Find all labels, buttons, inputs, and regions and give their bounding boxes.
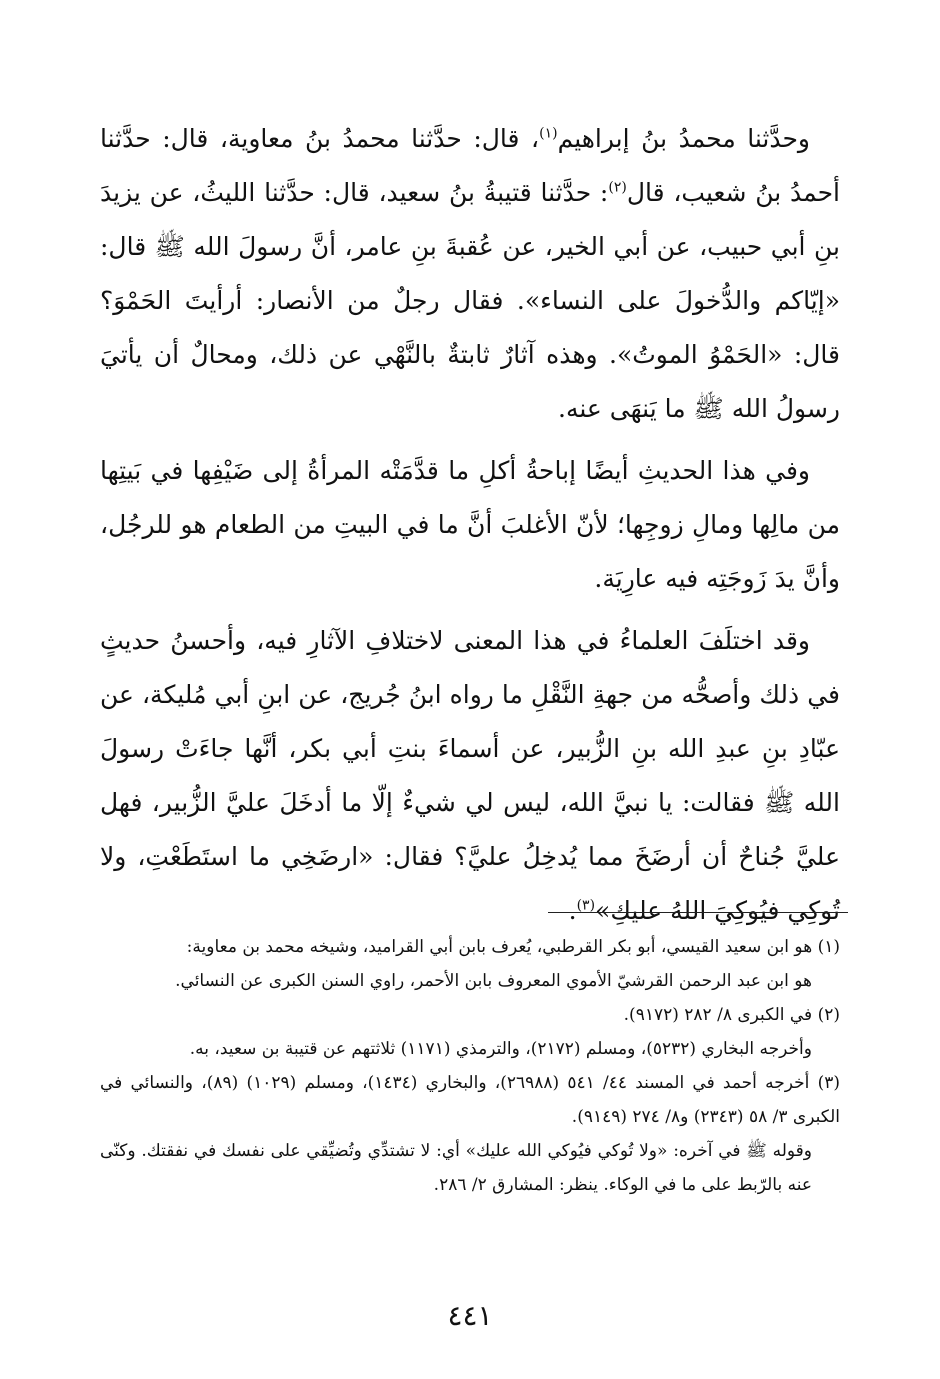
footnote-ref-1: (١)	[539, 125, 558, 142]
footnote-1-line-1: (١) هو ابن سعيد القيسي، أبو بكر القرطبي، يُعرف بابن أبي القراميد، وشيخه محمد بن معاوية:	[186, 937, 840, 957]
paragraph-1-part-c: : حدَّثنا قتيبةُ بنُ سعيد، قال: حدَّثنا الليثُ، عن يزيدَ بنِ أبي حبيب، عن أبي الخير، عن عُقبةَ بنِ عامر، أنَّ رسولَ الله ﷺ قال: «إيّاكم والدُّخولَ على النساء». فقال رجلٌ من الأنصار: أرأيتَ الحَمْوَ؟ قال: «الحَمْوُ الموتُ». وهذه آثارٌ ثابتةٌ بالنَّهْي عن ذلك، ومحالٌ أن يأتيَ رسولُ الله ﷺ ما يَنهَى عنه.	[100, 178, 840, 423]
footnotes	[100, 930, 840, 1202]
page-number: ٤٤١	[447, 1299, 493, 1332]
main-text	[100, 112, 840, 946]
paragraph-2: وفي هذا الحديثِ أيضًا إباحةُ أكلِ ما قدَّمَتْه المرأةُ إلى ضَيْفِها في بَيتِها من مالِها ومالِ زوجِها؛ لأنّ الأغلبَ أنَّ ما في البيتِ من الطعام هو للرجُل، وأنَّ يدَ زَوجَتِه فيه عارِيَة.	[100, 456, 840, 593]
footnote-separator	[548, 912, 848, 913]
paragraph-1-part-a: وحدَّثنا محمدُ بنُ إبراهيم	[557, 124, 810, 153]
footnote-2-line-1: (٢) في الكبرى ٨/ ٢٨٢ (٩١٧٢).	[623, 1005, 840, 1025]
footnote-3-line-2: وقوله ﷺ في آخره: «ولا تُوكي فيُوكي الله عليك» أي: لا تشتدِّي وتُضيِّقي على نفسك في نفقتك. وكنّى عنه بالرّبط على ما في الوكاء. ينظر: المشارق ٢/ ٢٨٦.	[100, 1141, 812, 1195]
footnote-3-line-1: (٣) أخرجه أحمد في المسند ٤٤/ ٥٤١ (٢٦٩٨٨)، والبخاري (١٤٣٤)، ومسلم (١٠٢٩) (٨٩)، والنسائي في الكبرى ٣/ ٥٨ (٢٣٤٣) و٨/ ٢٧٤ (٩١٤٩).	[100, 1073, 840, 1127]
footnote-ref-3: (٣)	[576, 897, 596, 914]
paragraph-1-part-b: ، قال: حدَّثنا محمدُ بنُ معاوية، قال: حدَّثنا أحمدُ بنُ شعيب، قال	[100, 124, 840, 207]
paragraph-3	[100, 614, 840, 938]
footnote-2-line-2: وأخرجه البخاري (٥٢٣٢)، ومسلم (٢١٧٢)، والترمذي (١١٧١) ثلاثتهم عن قتيبة بن سعيد، به.	[189, 1039, 812, 1059]
footnote-ref-2: (٢)	[608, 179, 627, 196]
footnote-1-line-2: هو ابن عبد الرحمن القرشيّ الأموي المعروف بابن الأحمر، راوي السنن الكبرى عن النسائي.	[175, 971, 812, 991]
paragraph-3-end: .	[568, 896, 577, 925]
paragraph-3-part-a: وقد اختلَفَ العلماءُ في هذا المعنى لاختلافِ الآثارِ فيه، وأحسنُ حديثٍ في ذلك وأصحُّه من جهةِ النَّقْلِ ما رواه ابنُ جُريج، عن ابنِ أبي مُليكة، عن عبّادِ بنِ عبدِ الله بنِ الزُّبير، عن أسماءَ بنتِ أبي بكر، أنَّها جاءَتْ رسولَ الله ﷺ فقالت: يا نبيَّ الله، ليس لي شيءٌ إلّا ما أدخَلَ عليَّ الزُّبير، فهل عليَّ جُناحٌ أن أرضَخَ مما يُدخِلُ عليَّ؟ فقال: «ارضَخِي ما استَطَعْتِ، ولا تُوكِي فيُوكِيَ اللهُ عليكِ»	[100, 626, 840, 925]
paragraph-1	[100, 112, 840, 436]
